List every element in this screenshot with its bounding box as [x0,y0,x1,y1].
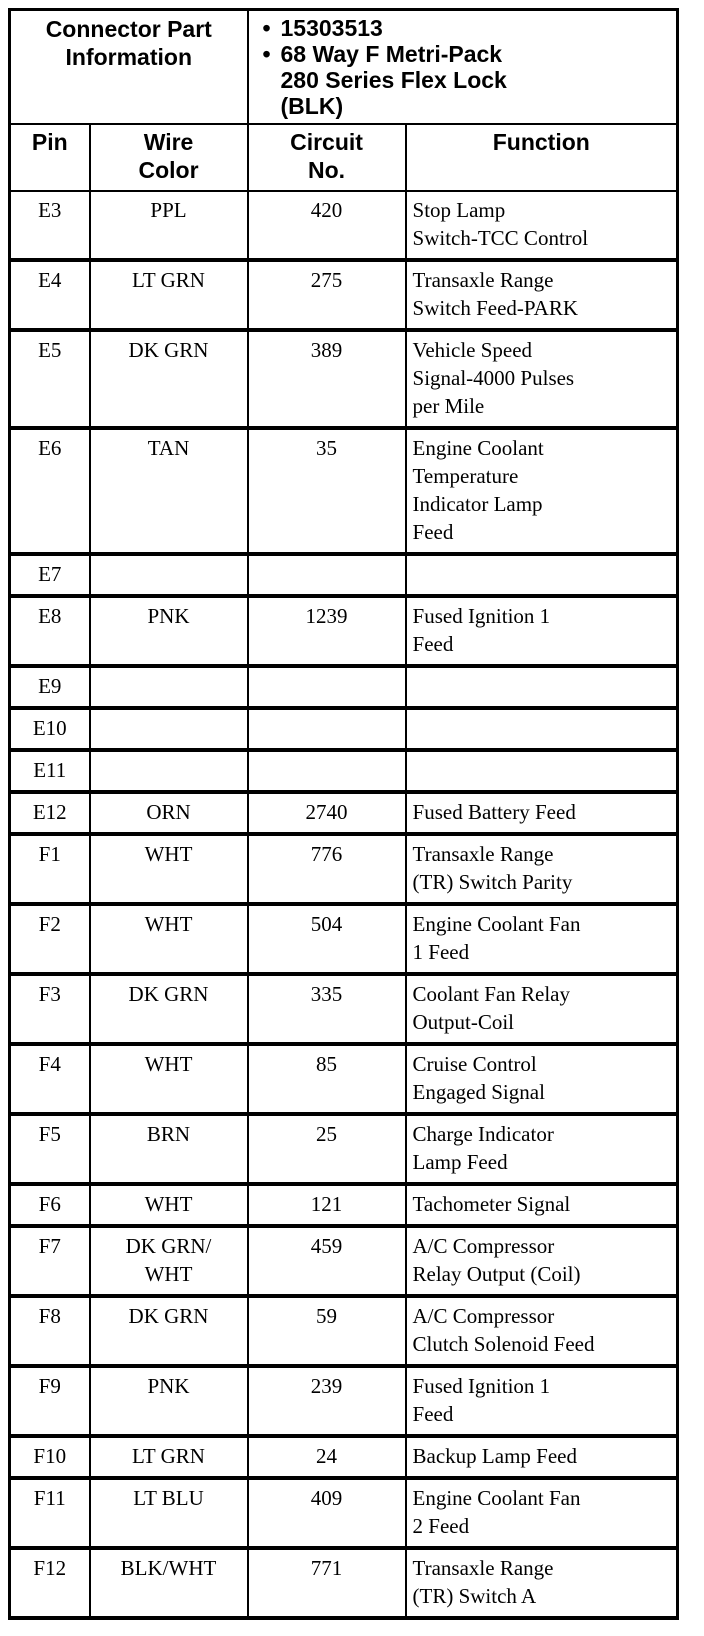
connector-pinout-table [8,8,679,1620]
wire-color-cell: DK GRN [90,974,248,1044]
wire-color-cell: DK GRN [90,330,248,428]
function-cell: Charge Indicator Lamp Feed [406,1114,678,1184]
connector-info-label-line1: Connector Part [45,16,212,42]
wire-color-cell [90,708,248,750]
table-row [10,1184,678,1226]
circuit-cell: 1239 [248,596,406,666]
col-header-circuit-line2: No. [307,157,346,183]
connector-info-label-line2: Information [65,44,192,70]
wire-color-cell: PNK [90,1366,248,1436]
pin-cell: E6 [10,428,90,554]
function-cell: Coolant Fan Relay Output-Coil [406,974,678,1044]
pin-cell: F8 [10,1296,90,1366]
part-number-line [281,15,671,41]
table-row [10,191,678,260]
col-header-wire-color-line2: Color [138,157,199,183]
table-row [10,1114,678,1184]
col-header-function: Function [406,124,678,191]
col-header-pin: Pin [10,124,90,191]
table-row [10,1296,678,1366]
wire-color-cell: PPL [90,191,248,260]
function-cell: Tachometer Signal [406,1184,678,1226]
connector-description-3: (BLK) [280,93,344,119]
pin-cell: F11 [10,1478,90,1548]
pin-cell: F3 [10,974,90,1044]
col-header-wire-color [90,124,248,191]
connector-info-row [10,10,678,125]
pin-cell: F1 [10,834,90,904]
table-row [10,1366,678,1436]
pin-cell: F7 [10,1226,90,1296]
circuit-cell: 776 [248,834,406,904]
table-row [10,1226,678,1296]
wire-color-cell [90,750,248,792]
table-row [10,260,678,330]
pin-cell: E12 [10,792,90,834]
pin-cell: E10 [10,708,90,750]
function-cell: Fused Ignition 1 Feed [406,596,678,666]
pin-cell: F10 [10,1436,90,1478]
circuit-cell: 59 [248,1296,406,1366]
table-row [10,708,678,750]
table-row [10,1478,678,1548]
wire-color-cell: LT BLU [90,1478,248,1548]
function-cell [406,708,678,750]
table-row [10,330,678,428]
table-row [10,834,678,904]
pin-cell: E7 [10,554,90,596]
pin-cell: F4 [10,1044,90,1114]
pin-cell: E4 [10,260,90,330]
pin-cell: F9 [10,1366,90,1436]
wire-color-cell: BRN [90,1114,248,1184]
circuit-cell [248,708,406,750]
table-row [10,554,678,596]
circuit-cell: 335 [248,974,406,1044]
col-header-circuit-line1: Circuit [290,129,363,155]
function-cell: A/C Compressor Relay Output (Coil) [406,1226,678,1296]
wire-color-cell: TAN [90,428,248,554]
function-cell [406,750,678,792]
wire-color-cell: ORN [90,792,248,834]
circuit-cell: 275 [248,260,406,330]
circuit-cell: 771 [248,1548,406,1618]
wire-color-cell [90,666,248,708]
table-row [10,904,678,974]
function-cell: Transaxle Range (TR) Switch A [406,1548,678,1618]
circuit-cell [248,554,406,596]
column-header-row [10,124,678,191]
function-cell: Fused Battery Feed [406,792,678,834]
pin-cell: F12 [10,1548,90,1618]
function-cell: Fused Ignition 1 Feed [406,1366,678,1436]
circuit-cell: 409 [248,1478,406,1548]
pin-cell: F6 [10,1184,90,1226]
function-cell: A/C Compressor Clutch Solenoid Feed [406,1296,678,1366]
circuit-cell: 504 [248,904,406,974]
circuit-cell: 85 [248,1044,406,1114]
pin-cell: E3 [10,191,90,260]
pin-cell: E5 [10,330,90,428]
function-cell: Stop Lamp Switch-TCC Control [406,191,678,260]
circuit-cell: 25 [248,1114,406,1184]
connector-info-value [248,10,678,125]
pin-cell: F2 [10,904,90,974]
wire-color-cell: PNK [90,596,248,666]
wire-color-cell: WHT [90,1044,248,1114]
circuit-cell: 389 [248,330,406,428]
function-cell: Backup Lamp Feed [406,1436,678,1478]
part-number: 15303513 [280,15,383,41]
function-cell: Engine Coolant Temperature Indicator Lamp Feed [406,428,678,554]
circuit-cell: 459 [248,1226,406,1296]
wire-color-cell: WHT [90,834,248,904]
col-header-circuit [248,124,406,191]
pin-cell: E11 [10,750,90,792]
table-row [10,1548,678,1618]
circuit-cell [248,666,406,708]
circuit-cell: 35 [248,428,406,554]
connector-info-label [10,10,248,125]
wire-color-cell: DK GRN [90,1296,248,1366]
function-cell: Transaxle Range (TR) Switch Parity [406,834,678,904]
table-row [10,1044,678,1114]
wire-color-cell: WHT [90,904,248,974]
pin-cell: E9 [10,666,90,708]
connector-description-2: 280 Series Flex Lock [280,67,507,93]
table-row [10,792,678,834]
connector-description-1: 68 Way F Metri-Pack [280,41,503,67]
table-row [10,666,678,708]
wire-color-cell: LT GRN [90,1436,248,1478]
table-row [10,750,678,792]
circuit-cell: 239 [248,1366,406,1436]
function-cell: Engine Coolant Fan 2 Feed [406,1478,678,1548]
table-row [10,428,678,554]
function-cell [406,554,678,596]
connector-document [8,8,692,1620]
function-cell: Transaxle Range Switch Feed-PARK [406,260,678,330]
function-cell [406,666,678,708]
table-row [10,596,678,666]
col-header-wire-color-line1: Wire [143,129,194,155]
function-cell: Vehicle Speed Signal-4000 Pulses per Mile [406,330,678,428]
wire-color-cell [90,554,248,596]
circuit-cell: 2740 [248,792,406,834]
circuit-cell [248,750,406,792]
wire-color-cell: BLK/WHT [90,1548,248,1618]
circuit-cell: 121 [248,1184,406,1226]
description-line-1 [281,41,671,67]
table-row [10,1436,678,1478]
function-cell: Engine Coolant Fan 1 Feed [406,904,678,974]
circuit-cell: 24 [248,1436,406,1478]
function-cell: Cruise Control Engaged Signal [406,1044,678,1114]
wire-color-cell: DK GRN/ WHT [90,1226,248,1296]
pin-cell: F5 [10,1114,90,1184]
table-row [10,974,678,1044]
wire-color-cell: WHT [90,1184,248,1226]
circuit-cell: 420 [248,191,406,260]
pin-cell: E8 [10,596,90,666]
wire-color-cell: LT GRN [90,260,248,330]
